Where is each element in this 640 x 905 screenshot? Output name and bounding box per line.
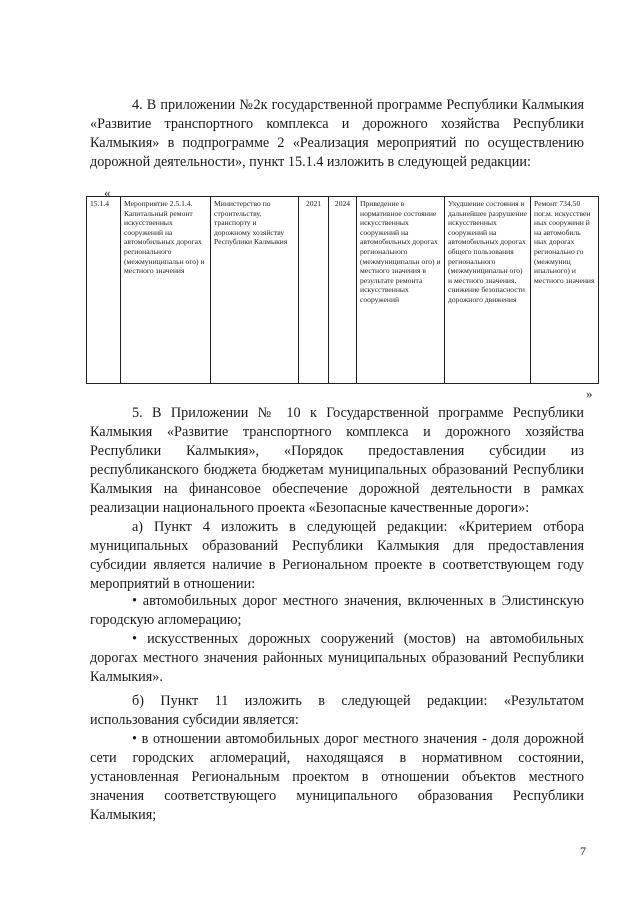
table-row [87, 197, 599, 384]
bullet-item-2: • искусственных дорожных сооружений (мостов) на автомобильных дорогах местного значения районных муниципальных образований Республики Калмыкия». [90, 631, 584, 685]
paragraph-5a: а) Пункт 4 изложить в следующей редакции: «Критерием отбора муниципальных образований Республики Калмыкия для предоставления субсидии является наличие в Региональном проекте в соответствующем году мероприятий в отношении: [90, 519, 584, 592]
cell-start-year: 2021 [299, 197, 329, 384]
activity-table [86, 196, 599, 384]
bullet-item-1: • автомобильных дорог местного значения, включенных в Элистинскую городскую агломерацию; [90, 593, 584, 628]
paragraph-5b: б) Пункт 11 изложить в следующей редакции: «Результатом использования субсидии является: [90, 693, 584, 728]
page-number: 7 [580, 844, 586, 858]
quote-open-mark: « [104, 185, 111, 200]
cell-indicator: Ремонт 734,50 пог.м. искусствен ных сооружени й на автомобиль ных дорогах регионально го (межмуниц ипального) и местного значения [531, 197, 599, 384]
cell-expected-result: Приведение в нормативное состояние искусственных сооружений на автомобильных дорогах регионального (межмуниципальн ого) и местного значения в результате ремонта искусственных сооружений [357, 197, 445, 384]
paragraph-5: 5. В Приложении № 10 к Государственной программе Республики Калмыкия «Развитие транспортного комплекса и дорожного хозяйства Республики Калмыкия», «Порядок предоставления субсидии из республиканского бюджета бюджетам муниципальных образований Республики Калмыкия на финансовое обеспечение дорожной деятельности в рамках реализации национального проекта «Безопасные качественные дороги»: [90, 405, 584, 516]
cell-activity: Мероприятие 2.5.1.4. Капитальный ремонт искусственных сооружений на автомобильных дорогах регионального (межмуниципальн ого) и местного значения [121, 197, 211, 384]
bullet-item-3: • в отношении автомобильных дорог местного значения - доля дорожной сети городских агломераций, находящаяся в нормативном состоянии, установленная Региональным проектом в отношении объектов местного значения соответствующего муниципального образования Республики Калмыкия; [90, 731, 584, 823]
cell-number: 15.1.4 [87, 197, 121, 384]
cell-consequences: Ухудшение состояния и дальнейшее разрушение искусственных сооружений на автомобильных дорогах общего пользования регионального (межмуниципальн ого) и местного значения, снижение безопасности дорожного движения [445, 197, 531, 384]
cell-executor: Министерство по строительству, транспорту и дорожному хозяйству Республики Калмыкия [211, 197, 299, 384]
quote-close-mark: » [586, 386, 593, 401]
paragraph-4: 4. В приложении №2к государственной программе Республики Калмыкия «Развитие транспортного комплекса и дорожного хозяйства Республики Калмыкия» в подпрограмме 2 «Реализация мероприятий по осуществлению дорожной деятельности», пункт 15.1.4 изложить в следующей редакции: [90, 97, 584, 170]
cell-end-year: 2024 [329, 197, 357, 384]
